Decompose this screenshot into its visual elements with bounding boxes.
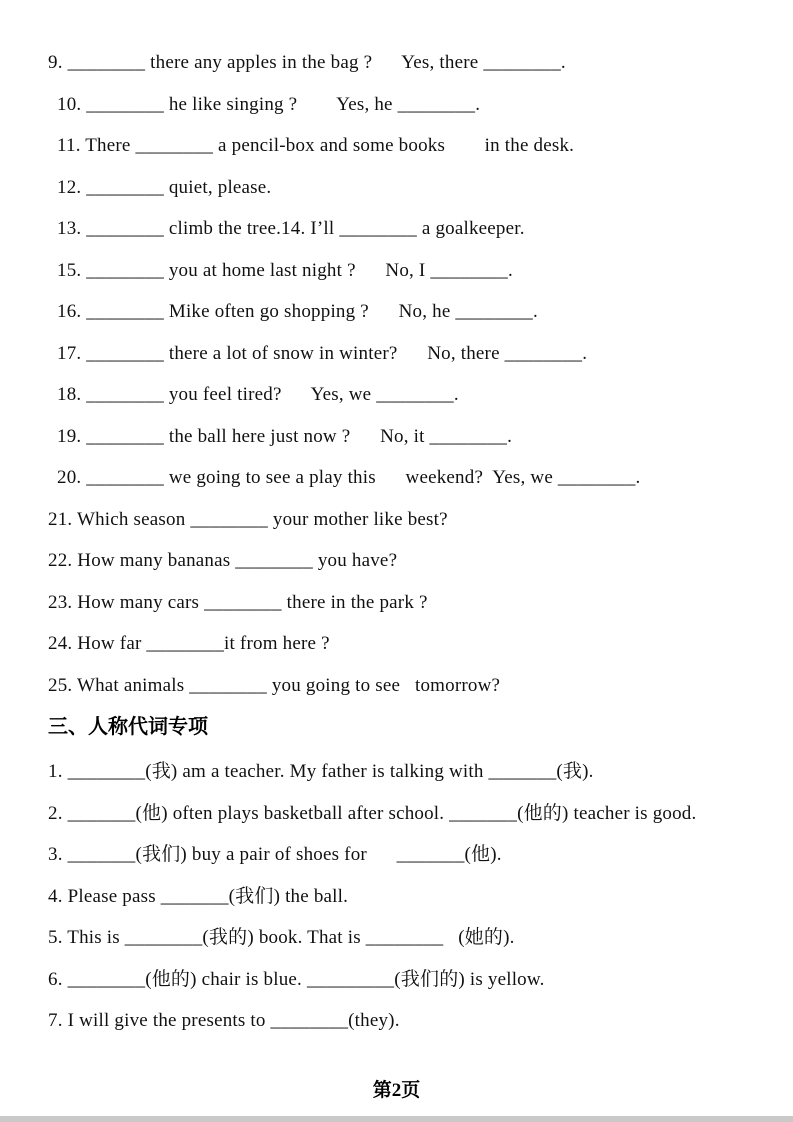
pronoun-line-5: 5. This is ________(我的) book. That is ________ (她的). — [48, 927, 515, 948]
question-line-11: 11. There ________ a pencil-box and some books in the desk. — [57, 135, 575, 156]
page-bottom-edge — [0, 1116, 793, 1122]
page-number: 第2页 — [372, 1080, 421, 1101]
section-heading-pronouns: 三、人称代词专项 — [48, 716, 208, 738]
question-line-20: 20. ________ we going to see a play this weekend? Yes, we ________. — [57, 467, 641, 488]
question-line-23: 23. How many cars ________ there in the park ? — [48, 591, 428, 613]
question-line-19: 19. ________ the ball here just now ? No, it ________. — [57, 425, 513, 447]
pronoun-line-2: 2. _______(他) often plays basketball after school. _______(他的) teacher is good. — [48, 802, 697, 824]
question-line-9: 9. ________ there any apples in the bag ? Yes, there ________. — [48, 52, 566, 73]
question-line-24: 24. How far ________it from here ? — [48, 633, 330, 654]
pronoun-line-3: 3. _______(我们) buy a pair of shoes for _______(他). — [48, 844, 502, 865]
pronoun-line-7: 7. I will give the presents to ________(they). — [48, 1010, 400, 1031]
question-line-12: 12. ________ quiet, please. — [57, 176, 272, 198]
pronoun-line-4: 4. Please pass _______(我们) the ball. — [48, 885, 349, 907]
question-line-18: 18. ________ you feel tired? Yes, we ________. — [57, 384, 459, 405]
question-line-21: 21. Which season ________ your mother like best? — [48, 508, 448, 530]
question-line-13-14: 13. ________ climb the tree.14. I’ll ________ a goalkeeper. — [57, 218, 525, 239]
question-line-22: 22. How many bananas ________ you have? — [48, 550, 398, 571]
question-line-25: 25. What animals ________ you going to see tomorrow? — [48, 674, 501, 696]
question-line-16: 16. ________ Mike often go shopping ? No, he ________. — [57, 301, 538, 322]
question-line-10: 10. ________ he like singing ? Yes, he ________. — [57, 93, 481, 115]
pronoun-line-1: 1. ________(我) am a teacher. My father is talking with _______(我). — [48, 761, 594, 782]
question-line-15: 15. ________ you at home last night ? No, I ________. — [57, 259, 513, 281]
pronoun-line-6: 6. ________(他的) chair is blue. _________(我们的) is yellow. — [48, 968, 545, 990]
question-line-17: 17. ________ there a lot of snow in winter? No, there ________. — [57, 342, 588, 364]
